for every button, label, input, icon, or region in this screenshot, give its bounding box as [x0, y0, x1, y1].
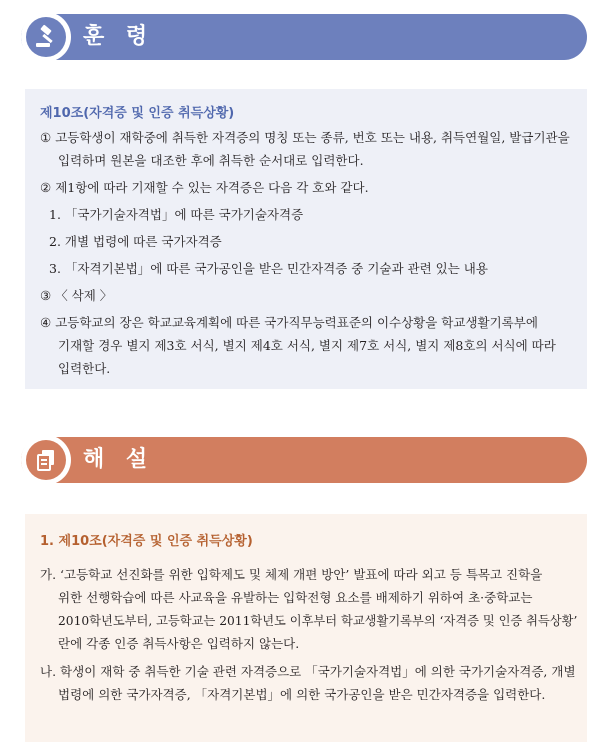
commentary-banner: [21, 437, 587, 483]
commentary-box: [25, 514, 587, 742]
training-badge: [21, 12, 71, 62]
commentary-item-ga-line-4: 란에 각종 인증 취득사항은 입력하지 않는다.: [58, 636, 300, 651]
training-title: 훈 령: [83, 24, 155, 49]
commentary-badge: [21, 435, 71, 485]
item-4-line-3: 입력한다.: [58, 361, 111, 376]
commentary-item-na-line-2: 법령에 의한 국가자격증, 「자격기본법」에 의한 국가공인을 받은 민간자격증을 입력한다.: [58, 687, 546, 702]
item-1-line-1: ① 고등학생이 재학중에 취득한 자격증의 명칭 또는 종류, 번호 또는 내용, 취득연월일, 발급기관을: [40, 130, 570, 145]
subitem-3: 3. 「자격기본법」에 따른 국가공인을 받은 민간자격증 중 기술과 관련 있는 내용: [49, 261, 488, 276]
item-4-line-1: ④ 고등학교의 장은 학교교육계획에 따른 국가직무능력표준의 이수상황을 학교생활기록부에: [40, 315, 538, 330]
commentary-title: 해 설: [83, 447, 155, 472]
training-banner: [21, 14, 587, 60]
documents-icon: [33, 447, 59, 473]
commentary-heading: 1. 제10조(자격증 및 인증 취득상황): [40, 534, 253, 549]
commentary-item-na-line-1: 나. 학생이 재학 중 취득한 기술 관련 자격증으로 「국가기술자격법」에 의한 국가기술자격증, 개별: [40, 664, 576, 679]
subitem-1: 1. 「국가기술자격법」에 따른 국가기술자격증: [49, 207, 304, 222]
item-4-line-2: 기재할 경우 별지 제3호 서식, 별지 제4호 서식, 별지 제7호 서식, 별지 제8호의 서식에 따라: [58, 338, 556, 353]
subitem-2: 2. 개별 법령에 따른 국가자격증: [49, 234, 222, 249]
item-3-line-1: ③ 〈 삭제 〉: [40, 288, 113, 303]
commentary-item-ga-line-3: 2010학년도부터, 고등학교는 2011학년도 이후부터 학교생활기록부의 ‘자격증 및 인증 취득상황’: [58, 614, 578, 628]
commentary-item-ga-line-2: 위한 선행학습에 따른 사교육을 유발하는 입학전형 요소를 배제하기 위하여 초·중학교는: [58, 590, 533, 605]
training-box: [25, 89, 587, 389]
gavel-icon: [33, 24, 59, 50]
article-heading: 제10조(자격증 및 인증 취득상황): [40, 106, 235, 121]
item-1-line-2: 입력하며 원본을 대조한 후에 취득한 순서대로 입력한다.: [58, 153, 364, 168]
commentary-item-ga-line-1: 가. ‘고등학교 선진화를 위한 입학제도 및 체제 개편 방안’ 발표에 따라 외고 등 특목고 진학을: [40, 567, 543, 582]
item-2-line-1: ② 제1항에 따라 기재할 수 있는 자격증은 다음 각 호와 같다.: [40, 180, 369, 195]
